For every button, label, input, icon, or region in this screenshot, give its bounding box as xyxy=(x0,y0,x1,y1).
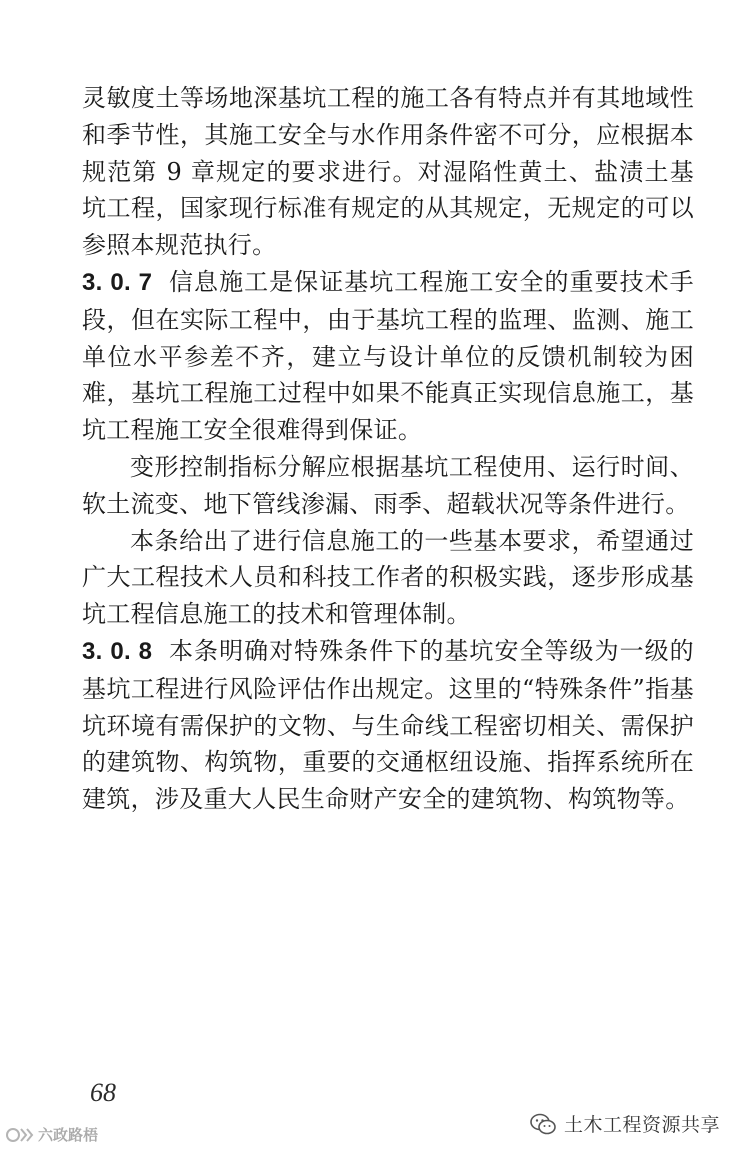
wechat-icon xyxy=(530,1113,556,1135)
clause-number: 3. 0. 8 xyxy=(82,637,153,665)
page-number: 68 xyxy=(90,1078,116,1107)
paragraph-text: 灵敏度土等场地深基坑工程的施工各有特点并有其地域性和季节性，其施工安全与水作用条件密不可分，应根据本规范第 9 章规定的要求进行。对湿陷性黄土、盐渍土基坑工程，国家现行标准有规定的从其规定，无规定的可以参照本规范执行。 xyxy=(82,84,694,260)
paragraph-continuation xyxy=(82,80,694,264)
paragraph-text: 信息施工是保证基坑工程施工安全的重要技术手段，但在实际工程中，由于基坑工程的监理、监测、施工单位水平参差不齐，建立与设计单位的反馈机制较为困难，基坑工程施工过程中如果不能真正实现信息施工，基坑工程施工安全很难得到保证。 xyxy=(82,267,694,445)
paragraph-information-construction xyxy=(82,523,694,633)
paragraph-text: 本条明确对特殊条件下的基坑安全等级为一级的基坑工程进行风险评估作出规定。这里的“特殊条件”指基坑环境有需保护的文物、与生命线工程密切相关、需保护的建筑物、构筑物，重要的交通枢纽设施、指挥系统所在建筑，涉及重大人民生命财产安全的建筑物、构筑物等。 xyxy=(82,636,694,814)
body-text xyxy=(82,80,694,818)
watermark-text: 六政路梧 xyxy=(38,1126,99,1144)
account-name: 土木工程资源共享 xyxy=(563,1114,720,1136)
clause-3-0-8 xyxy=(82,633,694,818)
paragraph-text: 本条给出了进行信息施工的一些基本要求，希望通过广大工程技术人员和科技工作者的积极实践，逐步形成基坑工程信息施工的技术和管理体制。 xyxy=(82,526,694,629)
watermark xyxy=(6,1124,98,1145)
paragraph-deformation-control xyxy=(82,449,694,523)
clause-number: 3. 0. 7 xyxy=(82,268,153,296)
account-mark xyxy=(530,1110,720,1137)
paragraph-text: 变形控制指标分解应根据基坑工程使用、运行时间、软土流变、地下管线渗漏、雨季、超载状况等条件进行。 xyxy=(82,452,694,518)
watermark-logo-icon xyxy=(6,1126,34,1144)
clause-3-0-7 xyxy=(82,264,694,449)
